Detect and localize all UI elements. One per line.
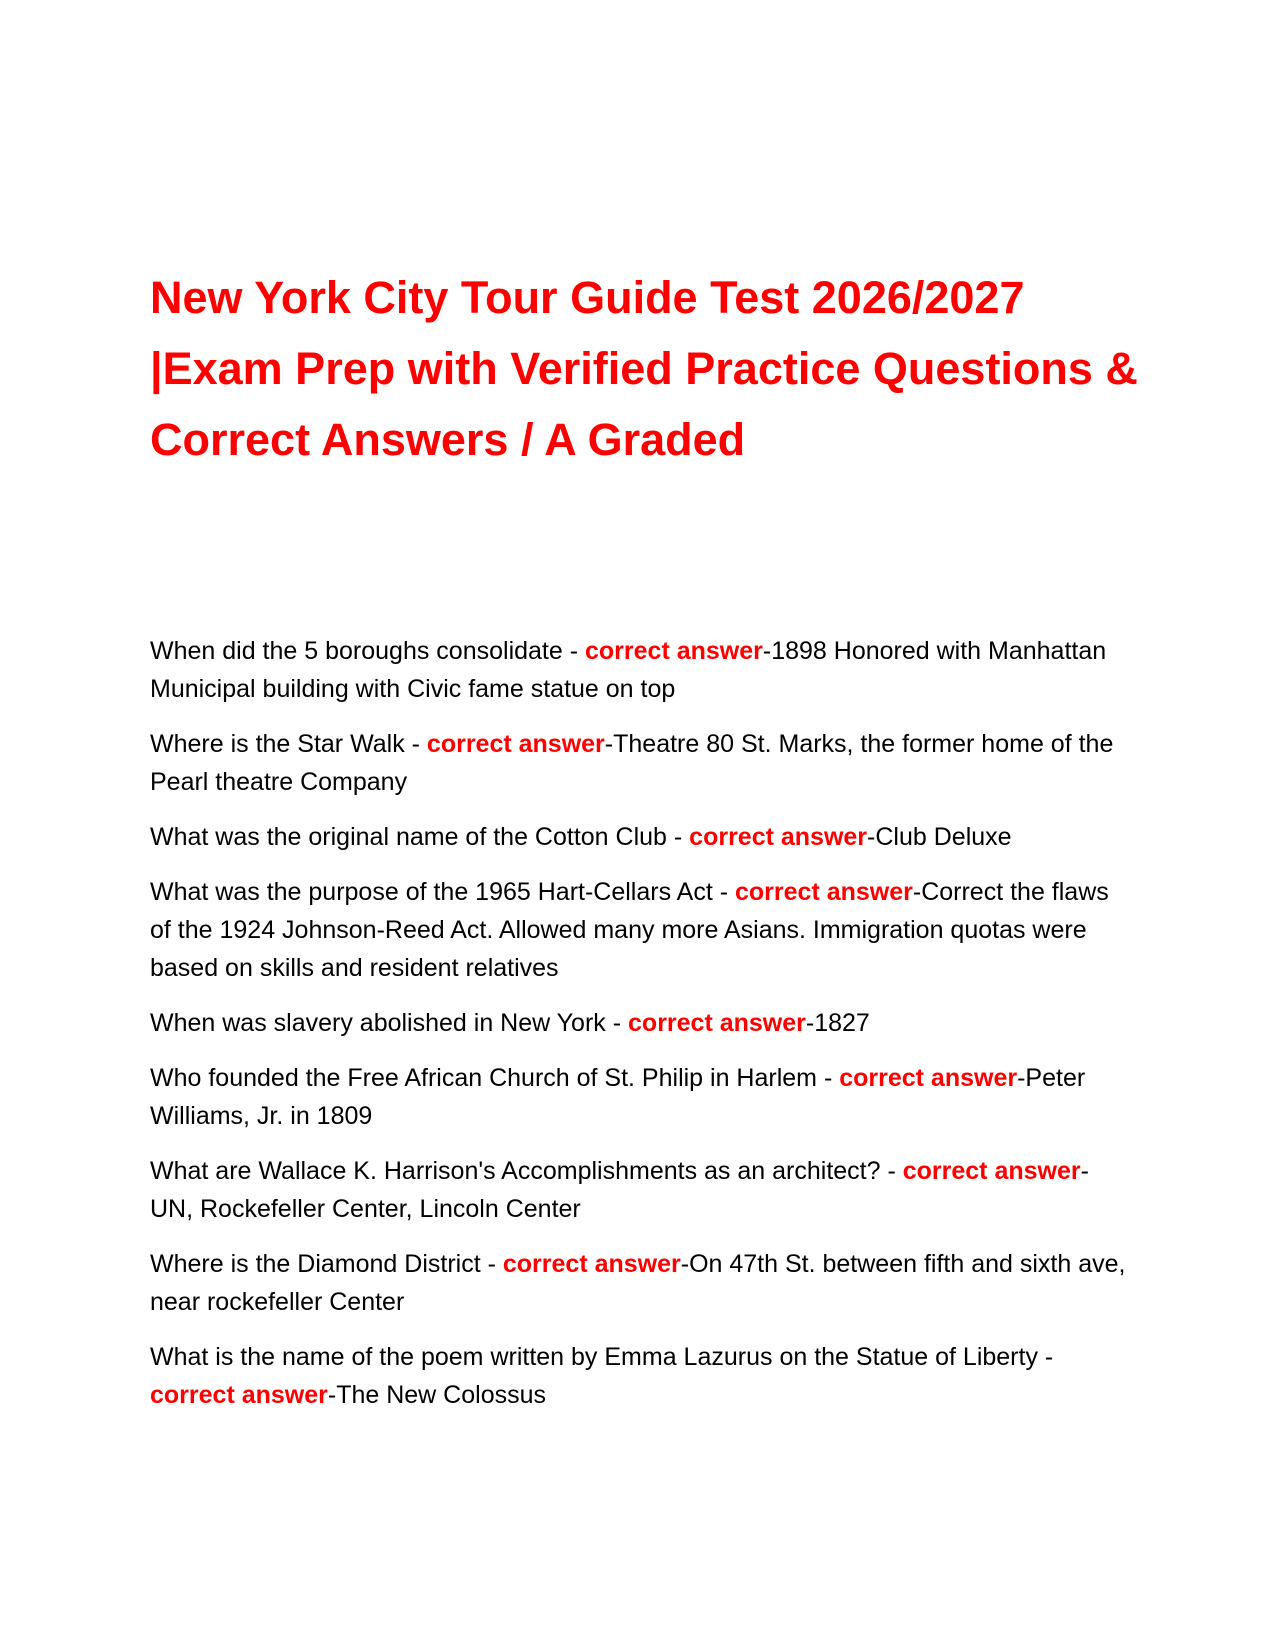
answer-text: -On 47th St. between fifth and sixth ave, near rockefeller Center <box>150 1250 1126 1316</box>
qa-item <box>150 725 1130 801</box>
qa-item <box>150 1152 1130 1228</box>
qa-item <box>150 873 1130 987</box>
answer-text: -1827 <box>805 1009 870 1037</box>
question-text: Where is the Star Walk - <box>150 730 427 758</box>
qa-item <box>150 632 1130 708</box>
answer-text: -1898 Honored with Manhattan Municipal building with Civic fame statue on top <box>150 637 1107 703</box>
qa-item <box>150 1059 1130 1135</box>
question-text: What is the name of the poem written by Emma Lazurus on the Statue of Liberty - <box>150 1343 1054 1371</box>
answer-label: correct answer <box>502 1250 681 1278</box>
document-title: New York City Tour Guide Test 2026/2027 |Exam Prep with Verified Practice Questions & Correct Answers / A Graded <box>150 272 1138 465</box>
answer-text: -The New Colossus <box>327 1381 547 1409</box>
question-text: What was the original name of the Cotton Club - <box>150 823 690 851</box>
qa-list <box>150 632 1130 1431</box>
qa-item <box>150 1004 1130 1042</box>
answer-text: -Club Deluxe <box>867 823 1012 851</box>
answer-label: correct answer <box>426 730 605 758</box>
answer-label: correct answer <box>902 1157 1081 1185</box>
question-text: What was the purpose of the 1965 Hart-Cellars Act - <box>150 878 735 906</box>
answer-text: -Peter Williams, Jr. in 1809 <box>150 1064 1086 1130</box>
answer-text: -Theatre 80 St. Marks, the former home of the Pearl theatre Company <box>150 730 1114 796</box>
qa-item <box>150 1338 1130 1414</box>
answer-label: correct answer <box>735 878 913 906</box>
qa-item <box>150 1245 1130 1321</box>
question-text: When was slavery abolished in New York - <box>150 1009 629 1037</box>
answer-label: correct answer <box>628 1009 806 1037</box>
question-text: What are Wallace K. Harrison's Accomplishments as an architect? - <box>150 1157 903 1185</box>
question-text: Where is the Diamond District - <box>150 1250 503 1278</box>
answer-label: correct answer <box>585 637 763 665</box>
answer-text: -Correct the flaws of the 1924 Johnson-Reed Act. Allowed many more Asians. Immigration quotas were based on skills and resident relatives <box>150 878 1109 982</box>
answer-text: -UN, Rockefeller Center, Lincoln Center <box>150 1157 1089 1223</box>
answer-label: correct answer <box>689 823 868 851</box>
answer-label: correct answer <box>839 1064 1018 1092</box>
question-text: When did the 5 boroughs consolidate - <box>150 637 585 665</box>
question-text: Who founded the Free African Church of St. Philip in Harlem - <box>150 1064 840 1092</box>
answer-label: correct answer <box>150 1381 328 1409</box>
qa-item <box>150 818 1130 856</box>
